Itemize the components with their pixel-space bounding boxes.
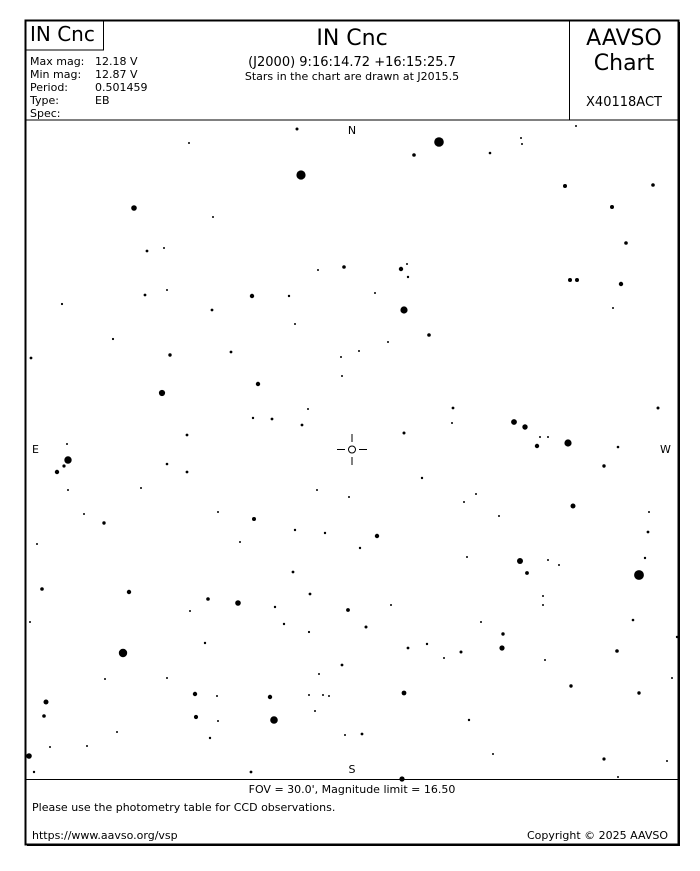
period-label: Period:	[30, 81, 69, 94]
period-value: 0.501459	[95, 81, 148, 94]
field-star	[602, 464, 605, 467]
field-star	[602, 757, 605, 760]
field-star	[29, 621, 31, 623]
field-star	[632, 619, 635, 622]
copyright-text: Copyright © 2025 AAVSO	[526, 829, 668, 842]
field-star	[634, 570, 644, 580]
type-value: EB	[95, 94, 110, 107]
field-star	[307, 408, 309, 410]
field-star	[270, 716, 278, 724]
field-star	[651, 183, 655, 187]
field-star	[36, 543, 38, 545]
field-star	[186, 471, 189, 474]
field-star	[193, 692, 197, 696]
field-star	[252, 417, 254, 419]
field-star	[328, 695, 330, 697]
field-star	[443, 657, 445, 659]
field-star	[480, 621, 482, 623]
field-star	[212, 216, 214, 218]
field-star	[406, 263, 408, 265]
field-star	[112, 338, 114, 340]
field-star	[535, 444, 539, 448]
field-star	[209, 737, 211, 739]
field-star	[358, 350, 360, 352]
field-star	[116, 731, 118, 733]
field-star	[301, 424, 304, 427]
field-star	[346, 608, 350, 612]
field-star	[617, 446, 620, 449]
field-star	[402, 691, 407, 696]
field-star	[341, 664, 344, 667]
field-star	[159, 390, 165, 396]
field-star	[644, 557, 646, 559]
field-star	[498, 515, 500, 517]
field-star	[235, 600, 241, 606]
aavso-label: AAVSO	[586, 26, 662, 51]
field-star	[188, 142, 190, 144]
field-star	[612, 307, 614, 309]
field-star	[637, 691, 640, 694]
field-star	[104, 678, 106, 680]
field-star	[460, 651, 463, 654]
field-star	[619, 282, 623, 286]
chart-title: IN Cnc	[316, 26, 388, 51]
field-star	[131, 205, 137, 211]
field-star	[62, 464, 65, 467]
field-star	[374, 292, 376, 294]
field-star	[288, 295, 290, 297]
field-star	[539, 436, 541, 438]
field-star	[216, 695, 218, 697]
field-star	[615, 649, 619, 653]
field-star	[256, 382, 260, 386]
field-star	[341, 375, 343, 377]
field-star	[522, 424, 527, 429]
field-star	[268, 695, 272, 699]
field-star	[206, 597, 210, 601]
fov-text: FOV = 30.0', Magnitude limit = 16.50	[248, 783, 456, 796]
field-star	[49, 746, 51, 748]
field-star	[520, 137, 522, 139]
field-star	[387, 341, 389, 343]
field-star	[407, 647, 410, 650]
field-star	[400, 306, 407, 313]
field-star	[361, 733, 364, 736]
field-star	[292, 571, 295, 574]
field-star	[617, 776, 619, 778]
field-star	[168, 353, 171, 356]
frame-shadow-right	[678, 22, 680, 846]
field-star	[140, 487, 142, 489]
field-star	[250, 294, 254, 298]
field-star	[30, 357, 33, 360]
field-star	[318, 673, 320, 675]
field-star	[66, 443, 68, 445]
compass-west: W	[660, 443, 671, 456]
field-star	[571, 504, 576, 509]
field-star	[166, 677, 168, 679]
field-star	[186, 434, 189, 437]
field-star	[427, 333, 431, 337]
field-star	[421, 477, 423, 479]
field-star	[67, 489, 69, 491]
field-star	[466, 556, 468, 558]
field-star	[40, 587, 44, 591]
field-star	[468, 719, 470, 721]
field-star	[399, 267, 403, 271]
field-star	[217, 511, 219, 513]
field-star	[575, 278, 579, 282]
field-star	[452, 407, 455, 410]
field-star	[563, 184, 567, 188]
field-star	[230, 351, 233, 354]
field-star	[309, 593, 312, 596]
field-star	[511, 419, 517, 425]
field-star	[274, 606, 276, 608]
epoch-note: Stars in the chart are drawn at J2015.5	[244, 70, 460, 83]
field-star	[399, 776, 404, 781]
field-star	[194, 715, 198, 719]
compass-north: N	[347, 124, 357, 137]
field-star	[624, 241, 628, 245]
field-star	[434, 137, 444, 147]
field-star	[542, 604, 544, 606]
field-star	[492, 753, 494, 755]
field-star	[344, 734, 346, 736]
field-star	[647, 531, 650, 534]
field-star	[564, 439, 571, 446]
field-star	[204, 642, 206, 644]
field-star	[250, 771, 253, 774]
field-star	[359, 547, 361, 549]
field-star	[610, 205, 614, 209]
field-star	[283, 623, 285, 625]
field-star	[547, 436, 549, 438]
chart-outer-border	[26, 21, 679, 845]
aavso-url: https://www.aavso.org/vsp	[32, 829, 178, 842]
star-name-label: IN Cnc	[30, 22, 95, 46]
field-star	[426, 643, 428, 645]
field-star	[517, 558, 523, 564]
field-star	[83, 513, 85, 515]
field-star	[521, 143, 523, 145]
target-star-marker	[337, 434, 367, 465]
field-star	[166, 289, 168, 291]
field-star	[375, 534, 379, 538]
field-star	[348, 496, 350, 498]
field-star	[666, 760, 668, 762]
field-star	[102, 521, 105, 524]
field-star	[657, 407, 660, 410]
frame-shadow-bottom	[27, 844, 680, 846]
field-star	[314, 710, 316, 712]
field-star	[296, 170, 305, 179]
field-star	[671, 677, 673, 679]
field-star	[308, 694, 310, 696]
field-star	[86, 745, 88, 747]
field-star	[119, 649, 127, 657]
field-star	[239, 541, 241, 543]
field-star	[407, 276, 409, 278]
field-star	[542, 595, 544, 597]
chart-label: Chart	[593, 51, 655, 76]
field-star	[390, 604, 392, 606]
field-star	[33, 771, 35, 773]
coordinates-text: (J2000) 9:16:14.72 +16:15:25.7	[248, 55, 456, 70]
field-star	[403, 432, 406, 435]
field-star	[569, 684, 572, 687]
field-star	[475, 493, 477, 495]
field-star	[316, 489, 318, 491]
photometry-note: Please use the photometry table for CCD observations.	[32, 801, 336, 814]
field-star	[189, 610, 191, 612]
field-star	[163, 247, 165, 249]
field-star	[322, 694, 324, 696]
field-star	[412, 153, 416, 157]
field-star	[547, 559, 549, 561]
field-star	[61, 303, 63, 305]
type-label: Type:	[30, 94, 59, 107]
compass-south: S	[348, 763, 356, 776]
min-mag-value: 12.87 V	[95, 68, 138, 81]
field-star	[294, 323, 296, 325]
field-star	[127, 590, 131, 594]
field-star	[252, 517, 256, 521]
field-star	[308, 631, 310, 633]
field-star	[501, 632, 504, 635]
field-star	[271, 418, 274, 421]
field-star	[648, 511, 650, 513]
field-star	[55, 470, 59, 474]
field-star	[64, 456, 71, 463]
field-star	[324, 532, 326, 534]
field-star	[544, 659, 546, 661]
field-star	[342, 265, 346, 269]
field-star	[489, 152, 492, 155]
field-star	[166, 463, 169, 466]
max-mag-label: Max mag:	[30, 55, 85, 68]
field-star	[499, 645, 504, 650]
field-star	[317, 269, 319, 271]
field-star	[296, 128, 299, 131]
min-mag-label: Min mag:	[30, 68, 82, 81]
field-star	[44, 700, 49, 705]
field-star	[676, 636, 678, 638]
spec-label: Spec:	[30, 107, 61, 120]
field-star	[42, 714, 46, 718]
field-star	[217, 720, 219, 722]
field-star	[525, 571, 529, 575]
field-star	[146, 250, 149, 253]
field-star	[294, 529, 296, 531]
field-star	[340, 356, 342, 358]
field-star	[463, 501, 465, 503]
field-star	[26, 753, 32, 759]
field-star	[211, 309, 214, 312]
max-mag-value: 12.18 V	[95, 55, 138, 68]
field-star	[451, 422, 453, 424]
compass-east: E	[32, 443, 39, 456]
field-star	[568, 278, 572, 282]
field-star	[558, 564, 560, 566]
field-star	[144, 294, 147, 297]
field-star	[365, 626, 368, 629]
field-star	[575, 125, 577, 127]
chart-id: X40118ACT	[586, 95, 662, 110]
